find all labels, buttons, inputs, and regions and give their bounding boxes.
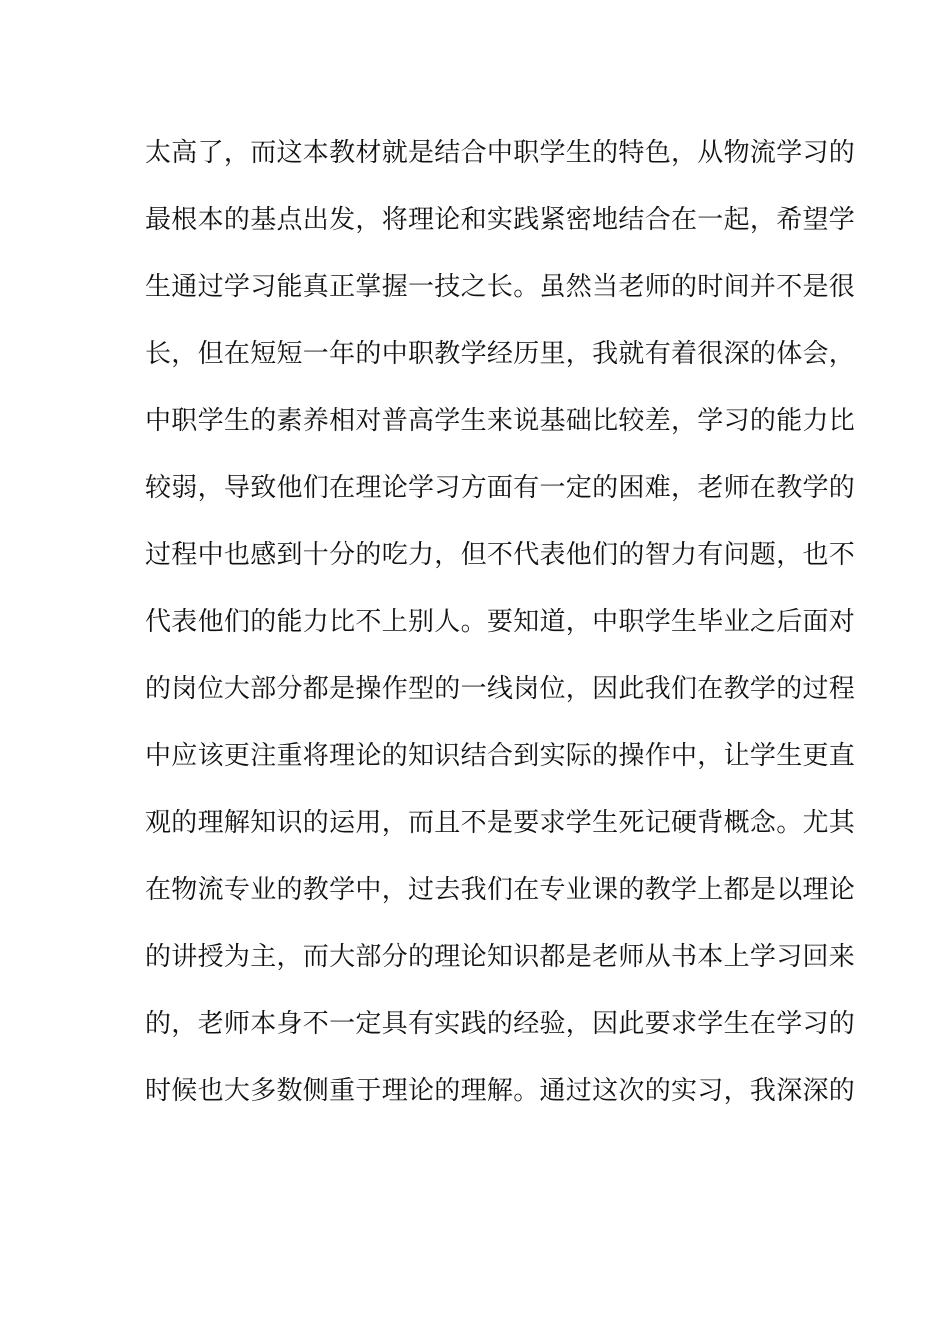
text-line: 较弱，导致他们在理论学习方面有一定的困难，老师在教学的 <box>145 473 856 503</box>
text-line: 中职学生的素养相对普高学生来说基础比较差，学习的能力比 <box>145 406 856 436</box>
text-line: 的讲授为主，而大部分的理论知识都是老师从书本上学习回来 <box>145 942 856 972</box>
text-line: 代表他们的能力比不上别人。要知道，中职学生毕业之后面对 <box>145 607 856 637</box>
text-line: 的，老师本身不一定具有实践的经验，因此要求学生在学习的 <box>145 1009 856 1039</box>
text-line: 最根本的基点出发，将理论和实践紧密地结合在一起，希望学 <box>145 205 856 235</box>
text-line: 时候也大多数侧重于理论的理解。通过这次的实习，我深深的 <box>145 1076 856 1106</box>
text-line: 在物流专业的教学中，过去我们在专业课的教学上都是以理论 <box>145 875 856 905</box>
text-line: 的岗位大部分都是操作型的一线岗位，因此我们在教学的过程 <box>145 674 856 704</box>
text-line: 观的理解知识的运用，而且不是要求学生死记硬背概念。尤其 <box>145 808 856 838</box>
text-line: 生通过学习能真正掌握一技之长。虽然当老师的时间并不是很 <box>145 272 856 302</box>
text-line: 过程中也感到十分的吃力，但不代表他们的智力有问题，也不 <box>145 540 856 570</box>
text-line: 中应该更注重将理论的知识结合到实际的操作中，让学生更直 <box>145 741 856 771</box>
text-line: 长，但在短短一年的中职教学经历里，我就有着很深的体会， <box>145 339 856 369</box>
text-line: 太高了，而这本教材就是结合中职学生的特色，从物流学习的 <box>145 138 856 168</box>
body-text <box>145 133 856 1138</box>
